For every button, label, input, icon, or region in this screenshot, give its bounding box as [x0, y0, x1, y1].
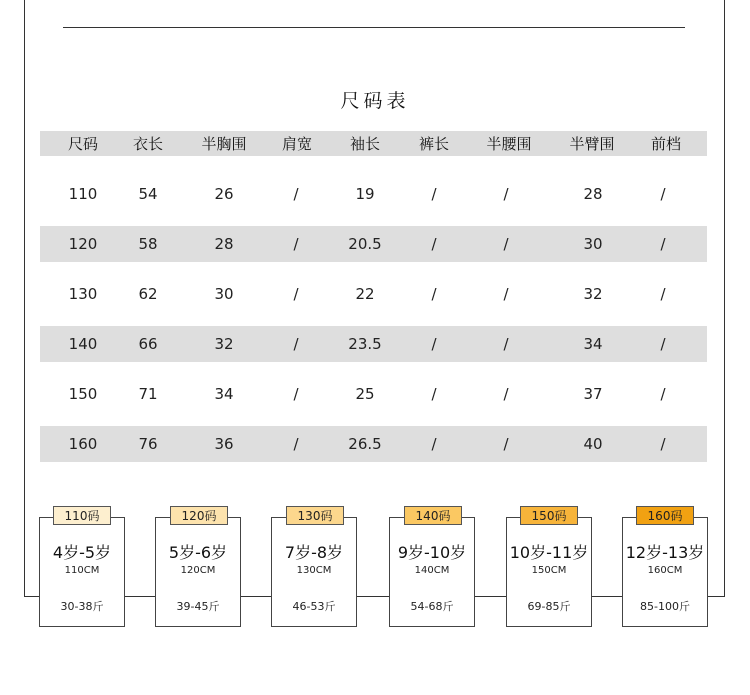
table-row: [40, 326, 707, 362]
header-cell: 裤长: [418, 135, 450, 153]
table-cell: 54: [138, 185, 158, 203]
height-label: 120CM: [180, 565, 216, 576]
weight-range: 30-38斤: [60, 600, 104, 613]
table-cell: 32: [214, 335, 234, 353]
size-tag: 120码: [170, 506, 228, 525]
table-row: [40, 176, 707, 212]
table-cell: /: [503, 435, 509, 453]
header-cell: 衣长: [132, 135, 164, 153]
table-cell: /: [293, 435, 299, 453]
size-card: [155, 517, 241, 627]
table-cell: /: [431, 235, 437, 253]
table-cell: 130: [68, 285, 98, 303]
table-cell: /: [660, 185, 666, 203]
header-cell: 半臂围: [569, 135, 615, 153]
header-cell: 尺码: [67, 135, 99, 153]
table-cell: 28: [214, 235, 234, 253]
table-cell: /: [293, 385, 299, 403]
table-cell: 34: [583, 335, 603, 353]
table-cell: 58: [138, 235, 158, 253]
header-cell: 袖长: [349, 135, 381, 153]
table-cell: 110: [68, 185, 98, 203]
size-tag: 150码: [520, 506, 578, 525]
table-cell: /: [503, 185, 509, 203]
table-cell: /: [660, 335, 666, 353]
age-range: 7岁-8岁: [284, 543, 344, 562]
table-cell: 19: [355, 185, 375, 203]
age-range: 9岁-10岁: [397, 543, 467, 562]
table-cell: /: [293, 185, 299, 203]
table-cell: 22: [355, 285, 375, 303]
table-cell: /: [293, 335, 299, 353]
table-cell: 66: [138, 335, 158, 353]
weight-range: 54-68斤: [410, 600, 454, 613]
table-cell: /: [503, 285, 509, 303]
table-cell: 37: [583, 385, 603, 403]
table-header: [40, 131, 707, 156]
table-cell: 36: [214, 435, 234, 453]
height-label: 160CM: [647, 565, 683, 576]
size-card: [271, 517, 357, 627]
table-cell: 150: [68, 385, 98, 403]
table-cell: 40: [583, 435, 603, 453]
height-label: 110CM: [64, 565, 100, 576]
table-cell: /: [293, 285, 299, 303]
table-cell: 23.5: [348, 335, 382, 353]
table-row: [40, 226, 707, 262]
table-cell: /: [293, 235, 299, 253]
table-cell: /: [660, 235, 666, 253]
size-card: [389, 517, 475, 627]
table-row: [40, 276, 707, 312]
table-cell: /: [503, 235, 509, 253]
size-tag: 140码: [404, 506, 462, 525]
table-cell: /: [503, 385, 509, 403]
age-range: 4岁-5岁: [52, 543, 112, 562]
height-label: 150CM: [531, 565, 567, 576]
table-cell: /: [503, 335, 509, 353]
size-card: [506, 517, 592, 627]
table-cell: 20.5: [348, 235, 382, 253]
size-tag: 130码: [286, 506, 344, 525]
size-tag: 110码: [53, 506, 111, 525]
table-cell: /: [431, 335, 437, 353]
table-cell: 32: [583, 285, 603, 303]
table-row: [40, 426, 707, 462]
size-card: [39, 517, 125, 627]
height-label: 130CM: [296, 565, 332, 576]
frame-bottom-border: [24, 596, 725, 597]
size-tag: 160码: [636, 506, 694, 525]
table-cell: 26.5: [348, 435, 382, 453]
age-range: 10岁-11岁: [509, 543, 589, 562]
table-cell: 34: [214, 385, 234, 403]
table-cell: 26: [214, 185, 234, 203]
header-cell: 肩宽: [281, 135, 313, 153]
top-divider: [63, 27, 685, 28]
header-cell: 前档: [650, 135, 682, 153]
weight-range: 69-85斤: [527, 600, 571, 613]
table-cell: 120: [68, 235, 98, 253]
table-cell: 30: [214, 285, 234, 303]
table-cell: 25: [355, 385, 375, 403]
weight-range: 39-45斤: [176, 600, 220, 613]
age-range: 12岁-13岁: [625, 543, 705, 562]
weight-range: 85-100斤: [640, 600, 690, 613]
table-cell: /: [660, 435, 666, 453]
table-cell: 140: [68, 335, 98, 353]
table-cell: 76: [138, 435, 158, 453]
table-cell: /: [431, 285, 437, 303]
header-cell: 半胸围: [201, 135, 247, 153]
table-cell: /: [431, 385, 437, 403]
size-card: [622, 517, 708, 627]
table-cell: /: [660, 385, 666, 403]
table-cell: 62: [138, 285, 158, 303]
page-title: 尺码表: [340, 90, 410, 112]
height-label: 140CM: [414, 565, 450, 576]
table-cell: 30: [583, 235, 603, 253]
weight-range: 46-53斤: [292, 600, 336, 613]
table-cell: /: [660, 285, 666, 303]
table-cell: /: [431, 435, 437, 453]
table-cell: 71: [138, 385, 158, 403]
table-row: [40, 376, 707, 412]
age-range: 5岁-6岁: [168, 543, 228, 562]
table-cell: /: [431, 185, 437, 203]
table-cell: 160: [68, 435, 98, 453]
table-cell: 28: [583, 185, 603, 203]
header-cell: 半腰围: [486, 135, 532, 153]
